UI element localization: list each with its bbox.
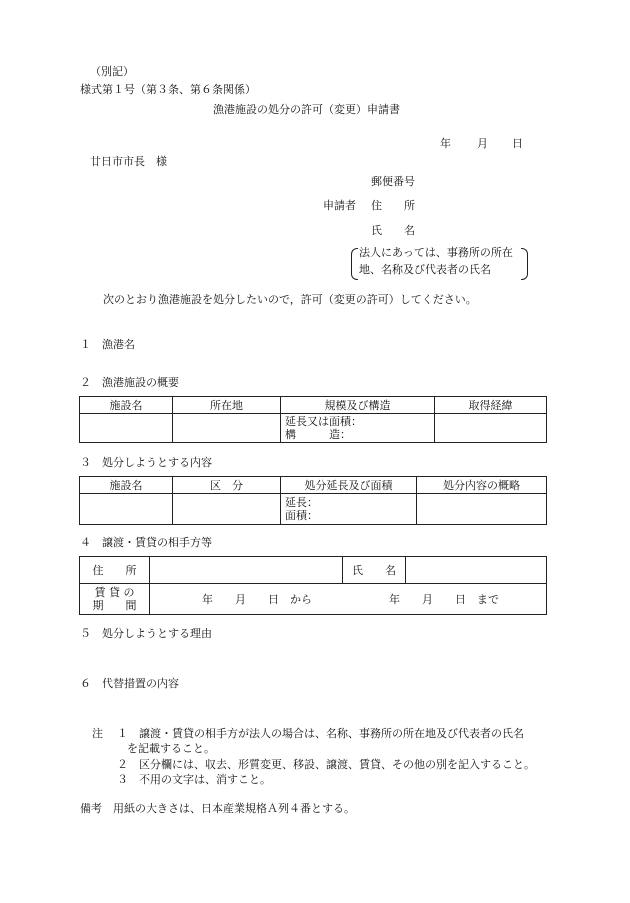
table3-header-facility: 施設名 — [80, 477, 173, 494]
facility-overview-table — [79, 396, 547, 443]
table4-period-label-line1: 賃 貸 の — [94, 586, 135, 599]
note-1-number: １ — [117, 727, 128, 740]
remarks: 備考 用紙の大きさは、日本産業規格Ａ列４番とする。 — [80, 802, 355, 815]
table4-period-label — [80, 584, 150, 615]
table2-header-location: 所在地 — [173, 397, 281, 414]
table4-address-label: 住 所 — [80, 557, 150, 584]
corp-note-line1: 法人にあっては、事務所の所在 — [359, 246, 513, 259]
table4-period-label-line2: 期 間 — [92, 599, 137, 612]
table3-header-category: 区 分 — [173, 477, 281, 494]
section-2-heading: ２ 漁港施設の概要 — [80, 376, 179, 389]
table4-name-cell[interactable] — [406, 557, 547, 584]
applicant-name-label: 氏 名 — [371, 224, 415, 237]
appendix-label: （別記） — [90, 65, 134, 78]
counterparty-table — [79, 556, 547, 615]
table4-period-cell[interactable] — [150, 584, 547, 615]
section-3-heading: ３ 処分しようとする内容 — [80, 456, 212, 469]
notes-label: 注 — [92, 727, 103, 740]
table2-header-acquisition: 取得経緯 — [435, 397, 547, 414]
corp-note-line2: 地、名称及び代表者の氏名 — [359, 263, 491, 276]
table3-cell-summary[interactable] — [417, 494, 547, 525]
note-3: 不用の文字は、消すこと。 — [139, 773, 271, 786]
date-year-label: 年 — [440, 137, 451, 150]
table3-cell-facility[interactable] — [80, 494, 173, 525]
table2-header-scale: 規模及び構造 — [281, 397, 435, 414]
section-1-heading: １ 漁港名 — [80, 338, 135, 351]
applicant-address-label: 住 所 — [371, 199, 415, 212]
table4-address-cell[interactable] — [150, 557, 343, 584]
note-2: 区分欄には、収去、形質変更、移設、譲渡、賃貸、その他の別を記入すること。 — [139, 758, 535, 771]
table3-header-summary: 処分内容の概略 — [417, 477, 547, 494]
section-5-heading: ５ 処分しようとする理由 — [80, 627, 212, 640]
section-6-heading: ６ 代替措置の内容 — [80, 677, 179, 690]
table3-extent-line1: 延長： — [285, 496, 318, 509]
table3-cell-extent[interactable] — [281, 494, 417, 525]
addressee: 廿日市市長 様 — [90, 155, 167, 168]
note-1-line2: を記載すること。 — [127, 742, 215, 755]
disposal-content-table — [79, 476, 547, 525]
table3-extent-line2: 面積： — [285, 509, 318, 522]
note-3-number: ３ — [117, 773, 128, 786]
right-bracket — [521, 248, 528, 280]
page-title: 漁港施設の処分の許可（変更）申請書 — [213, 103, 400, 116]
table4-name-label: 氏 名 — [343, 557, 406, 584]
table2-cell-acquisition[interactable] — [435, 414, 547, 443]
form-number: 様式第１号（第３条、第６条関係） — [80, 83, 256, 96]
section-4-heading: ４ 譲渡・賃貸の相手方等 — [80, 536, 212, 549]
table3-cell-category[interactable] — [173, 494, 281, 525]
note-1-line1: 譲渡・賃貸の相手方が法人の場合は、名称、事務所の所在地及び代表者の氏名 — [139, 727, 524, 740]
table2-cell-location[interactable] — [173, 414, 281, 443]
table2-header-facility: 施設名 — [80, 397, 173, 414]
table3-header-extent: 処分延長及び面積 — [281, 477, 417, 494]
note-2-number: ２ — [117, 758, 128, 771]
table2-cell-scale[interactable] — [281, 414, 435, 443]
table2-scale-line1: 延長又は面積： — [285, 415, 362, 428]
left-bracket — [351, 248, 358, 280]
date-day-label: 日 — [512, 137, 523, 150]
table2-scale-line2: 構 造： — [285, 428, 351, 441]
date-month-label: 月 — [477, 137, 488, 150]
intro-text: 次のとおり漁港施設を処分したいので，許可（変更の許可）してください。 — [103, 293, 477, 306]
table4-period-text: 年 月 日 から 年 月 日 まで — [202, 592, 499, 606]
applicant-label: 申請者 — [323, 199, 356, 212]
postal-code-label: 郵便番号 — [371, 175, 415, 188]
table2-cell-facility[interactable] — [80, 414, 173, 443]
